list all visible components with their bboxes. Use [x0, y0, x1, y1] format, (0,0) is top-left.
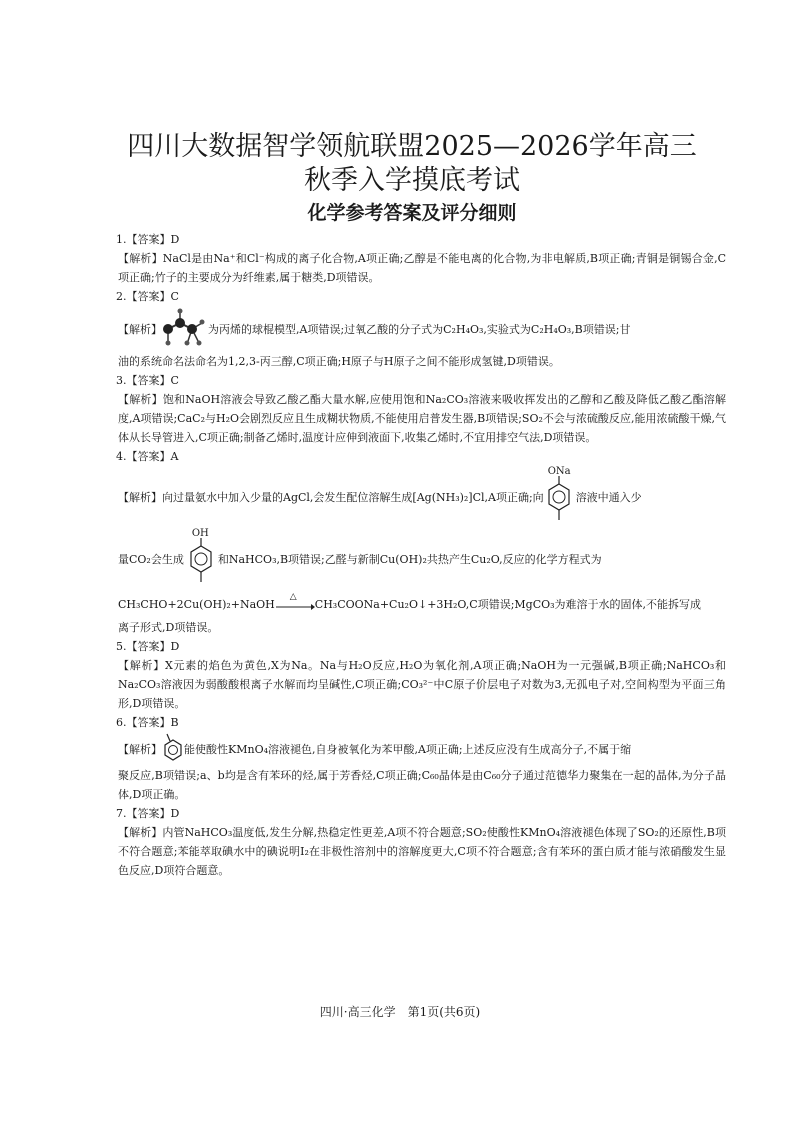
phenol-structure-icon	[186, 538, 216, 588]
explanation-text-2: 溶液中通入少	[575, 490, 642, 504]
answer-line: 7.【答案】D	[116, 807, 180, 820]
explanation: 【解析】饱和NaOH溶液会导致乙酸乙酯大量水解,应使用饱和Na₂CO₃溶液来吸收挥发出的乙醇和乙酸及降低乙酸乙酯溶解度,A项错误;CaC₂与H₂O会剧烈反应且生成糊状物质,不能使用启普发生器,B项错误;SO₂不会与浓硫酸反应,能用浓硫酸干燥,气体从长导管进入,C项正确;制备乙烯时,温度计应伸到液面下,收集乙烯时,不宜用排空气法,D项错误。	[118, 393, 726, 444]
toluene-structure-icon	[162, 733, 184, 765]
exam-title: 四川大数据智学领航联盟2025—2026学年高三	[127, 131, 697, 162]
equation-left: CH₃CHO+2Cu(OH)₂+NaOH	[118, 597, 275, 611]
equation-right: CH₃COONa+Cu₂O↓+3H₂O,C项错误;MgCO₃为难溶于水的固体,不能拆写成	[314, 597, 702, 611]
explanation-continued: 油的系统命名法命名为1,2,3-丙三醇,C项正确;H原子与H原子之间不能形成氢键,D项错误。	[118, 355, 560, 368]
question-5	[118, 637, 726, 713]
answer-line: 6.【答案】B	[116, 716, 179, 729]
explanation: 【解析】X元素的焰色为黄色,X为Na。Na与H₂O反应,H₂O为氧化剂,A项正确;NaOH为一元强碱,B项正确;NaHCO₃和Na₂CO₃溶液因为弱酸酸根离子水解而均呈碱性,C项正确;CO₃²⁻中C原子价层电子对数为3,无孤电子对,空间构型为平面三角形,D项错误。	[118, 659, 726, 710]
explanation-continued: 聚反应,B项错误;a、b均是含有苯环的烃,属于芳香烃,C项正确;C₆₀晶体是由C₆₀分子通过范德华力聚集在一起的晶体,为分子晶体,D项正确。	[118, 769, 726, 801]
question-3	[118, 371, 726, 447]
question-6	[118, 713, 726, 804]
explanation-text: 能使酸性KMnO₄溶液褪色,自身被氧化为苯甲酸,A项正确;上述反应没有生成高分子,不属于缩	[184, 742, 632, 756]
heat-symbol: △	[289, 592, 297, 602]
explanation-text: 为丙烯的球棍模型,A项错误;过氧乙酸的分子式为C₂H₄O₃,实验式为C₂H₄O₃,B项错误;甘	[208, 322, 631, 336]
explanation: 【解析】内管NaHCO₃温度低,发生分解,热稳定性更差,A项不符合题意;SO₂使酸性KMnO₄溶液褪色体现了SO₂的还原性,B项不符合题意;苯能萃取碘水中的碘说明I₂在非极性溶剂中的溶解度更大,C项不符合题意;含有苯环的蛋白质才能与浓硝酸发生显色反应,D项符合题意。	[118, 826, 726, 877]
answer-line: 3.【答案】C	[116, 374, 179, 387]
explanation-text: 【解析】向过量氨水中加入少量的AgCl,会发生配位溶解生成[Ag(NH₃)₂]Cl,A项正确;向	[118, 490, 544, 504]
explanation-text-4: 和NaHCO₃,B项错误;乙醛与新制Cu(OH)₂共热产生Cu₂O,反应的化学方程式为	[217, 552, 602, 566]
sodium-phenolate-structure-icon	[544, 476, 574, 526]
answer-line: 5.【答案】D	[116, 640, 180, 653]
document-heading: 化学参考答案及评分细则	[307, 202, 517, 224]
question-1	[118, 230, 726, 287]
explanation-text-3: 量CO₂会生成	[118, 552, 184, 566]
oh-label: OH	[191, 528, 209, 539]
ona-label: ONa	[547, 466, 571, 477]
explanation-prefix: 【解析】	[118, 322, 162, 336]
explanation-text-6: 离子形式,D项错误。	[118, 621, 219, 634]
reaction-arrow-icon	[275, 602, 315, 612]
exam-subtitle: 秋季入学摸底考试	[304, 165, 520, 196]
explanation: 【解析】NaCl是由Na⁺和Cl⁻构成的离子化合物,A项正确;乙醇是不能电离的化合物,为非电解质,B项正确;青铜是铜锡合金,C项正确;竹子的主要成分为纤维素,属于糖类,D项错误。	[118, 252, 726, 284]
question-7	[118, 804, 726, 880]
answer-line: 1.【答案】D	[116, 233, 180, 246]
question-2	[118, 287, 726, 371]
explanation-prefix: 【解析】	[118, 742, 162, 756]
answer-line: 2.【答案】C	[116, 290, 179, 303]
page-footer: 四川·高三化学 第1页(共6页)	[319, 1005, 481, 1019]
question-4	[118, 447, 726, 637]
ball-and-stick-model-icon	[162, 307, 208, 351]
answer-line: 4.【答案】A	[116, 450, 179, 463]
